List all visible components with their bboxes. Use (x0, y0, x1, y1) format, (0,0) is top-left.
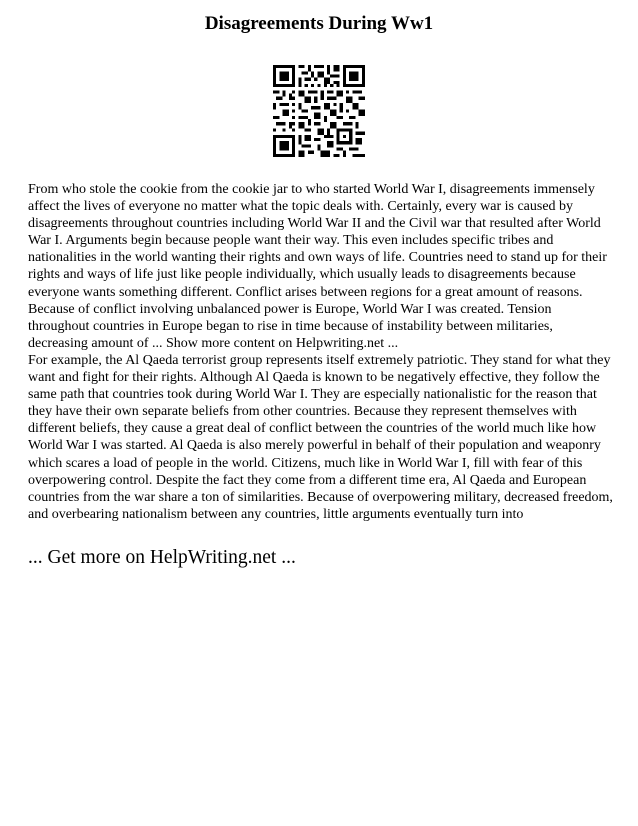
article-body (28, 181, 613, 523)
get-more-link[interactable]: ... Get more on HelpWriting.net ... (28, 547, 296, 568)
article-paragraph-1: From who stole the cookie from the cookie jar to who started World War I, disagreements immensely affect the lives of everyone no matter what the topic deals with. Certainly, every war is caused by disagreements throughout countries including World War II and the Civil war that resulted after World War I. Arguments begin because people want their way. This even includes specific tribes and nationalities in the world wanting their rights and own ways of life. Countries need to stand up for their rights and ways of life just like people individually, which usually leads to disagreements because everyone wants something different. Conflict arises between regions for a great amount of reasons. Because of conflict involving unbalanced power is Europe, World War I was created. Tension throughout countries in Europe began to rise in time because of instability between militaries, decreasing amount of ... Show more content on Helpwriting.net ... (28, 182, 607, 351)
article-paragraph-2: For example, the Al Qaeda terrorist group represents itself extremely patriotic. They stand for what they want and fight for their rights. Although Al Qaeda is known to be negatively effective, they follow the same path that countries took during World War I. They are especially nationalistic for the reason that they have their own separate beliefs from other countries. Because they represent themselves with different beliefs, they cause a great deal of conflict between the countries of the world much like how World War I was started. Al Qaeda is also merely powerful in behalf of their population and weaponry which scares a load of people in the world. Citizens, much like in World War I, fill with fear of this overpowering control. Despite the fact they come from a different time era, Al Qaeda and European countries from the war share a ton of similarities. Because of overpowering military, decreased freedom, and overbearing nationalism between any countries, little arguments eventually turn into (28, 352, 613, 522)
document-title: Disagreements During Ww1 (204, 13, 434, 34)
qr-code-icon (273, 65, 365, 157)
